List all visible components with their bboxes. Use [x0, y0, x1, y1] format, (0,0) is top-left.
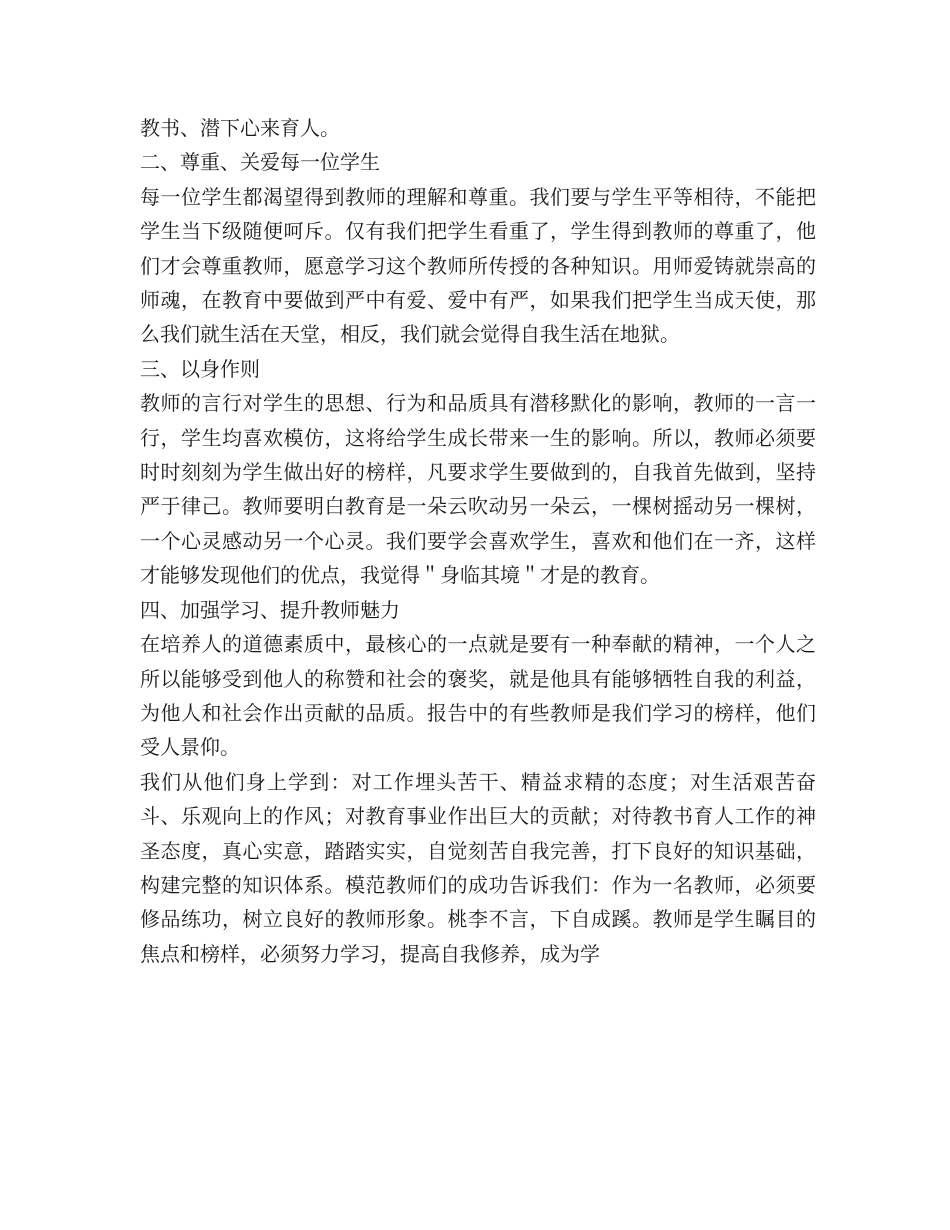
paragraph-respect: 每一位学生都渴望得到教师的理解和尊重。我们要与学生平等相待，不能把学生当下级随便呵斥。仅有我们把学生看重了，学生得到教师的尊重了，他们才会尊重教师，愿意学习这个教师所传授的各种知识。用师爱铸就崇高的师魂，在教育中要做到严中有爱、爱中有严，如果我们把学生当成天使，那么我们就生活在天堂，相反，我们就会觉得自我生活在地狱。: [140, 184, 816, 347]
paragraph-dedication: 在培养人的道德素质中，最核心的一点就是要有一种奉献的精神，一个人之所以能够受到他人的称赞和社会的褒奖，就是他具有能够牺牲自我的利益，为他人和社会作出贡献的品质。报告中的有些教师是我们学习的榜样，他们受人景仰。: [140, 632, 816, 760]
paragraph-continuation: 教书、潜下心来育人。: [140, 116, 340, 140]
section-heading-learning-charm: 四、加强学习、提升教师魅力: [140, 597, 400, 622]
section-heading-respect-care: 二、尊重、关爱每一位学生: [140, 150, 380, 175]
paragraph-lessons: 我们从他们身上学到：对工作埋头苦干、精益求精的态度；对生活艰苦奋斗、乐观向上的作风；对教育事业作出巨大的贡献；对待教书育人工作的神圣态度，真心实意，踏踏实实，自觉刻苦自我完善，打下良好的知识基础，构建完整的知识体系。模范教师们的成功告诉我们：作为一名教师，必须要修品练功，树立良好的教师形象。桃李不言，下自成蹊。教师是学生瞩目的焦点和榜样，必须努力学习，提高自我修养，成为学: [140, 769, 816, 966]
paragraph-example: 教师的言行对学生的思想、行为和品质具有潜移默化的影响，教师的一言一行，学生均喜欢模仿，这将给学生成长带来一生的影响。所以，教师必须要时时刻刻为学生做出好的榜样，凡要求学生要做到的，自我首先做到，坚持严于律己。教师要明白教育是一朵云吹动另一朵云，一棵树摇动另一棵树，一个心灵感动另一个心灵。我们要学会喜欢学生，喜欢和他们在一齐，这样才能够发现他们的优点，我觉得＂身临其境＂才是的教育。: [140, 391, 816, 588]
section-heading-lead-by-example: 三、以身作则: [140, 356, 260, 381]
document-body: [140, 111, 816, 971]
